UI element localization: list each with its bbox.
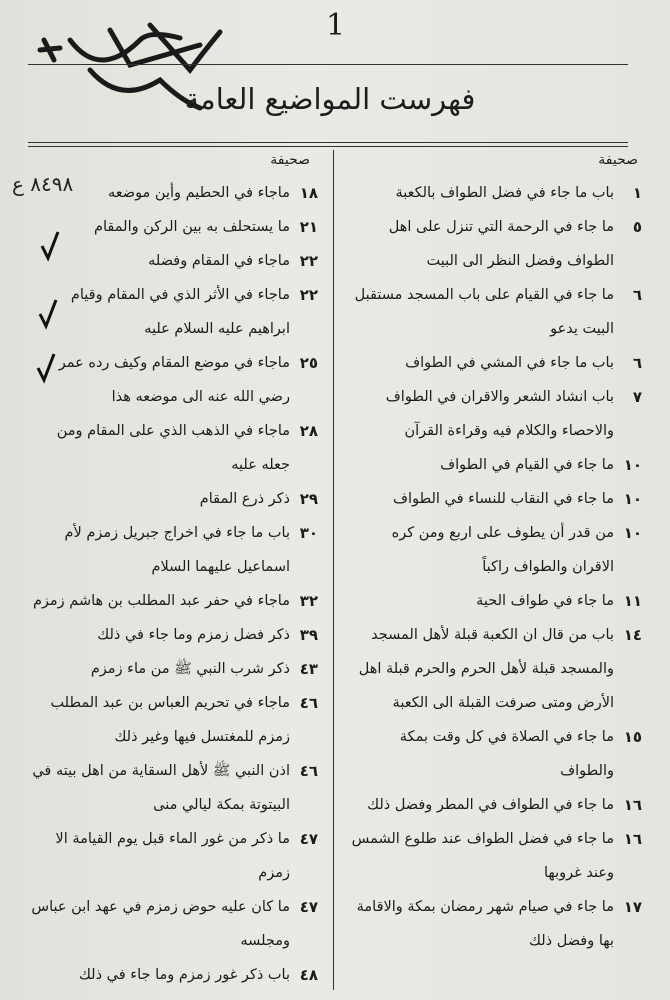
page-column-header: صحيفة	[270, 152, 310, 168]
toc-entry-title: ما جاء في فضل الطواف عند طلوع الشمس وعند غروبها	[351, 831, 614, 881]
toc-entry-title: ماجاء في الأثر الذي في المقام وقيام ابراهيم عليه السلام عليه	[70, 287, 290, 337]
toc-entry-page: ٢٨	[299, 422, 318, 440]
toc-entry	[26, 958, 318, 992]
toc-entry-page: ٤٣	[299, 660, 318, 678]
toc-entry	[26, 210, 318, 244]
toc-entry-title: ما جاء في القيام على باب المسجد مستقبل البيت يدعو	[354, 287, 614, 337]
toc-entry-title: ما ذكر من غور الماء قبل يوم القيامة الا زمزم	[55, 831, 290, 881]
toc-entry-title: باب ما جاء في اخراج جبريل زمزم لأم اسماعيل عليهما السلام	[64, 525, 290, 575]
toc-entry	[26, 754, 318, 822]
toc-entry-title: ما جاء في طواف الحية	[476, 593, 614, 609]
toc-entry-title: ما جاء في النقاب للنساء في الطواف	[393, 491, 614, 507]
toc-entry-page: ٢١	[299, 218, 318, 236]
toc-entry-page: ١١	[623, 592, 642, 610]
toc-entry	[350, 210, 642, 278]
toc-entry	[350, 618, 642, 720]
toc-entry-page: ١٧	[623, 898, 642, 916]
toc-entry-title: اذن النبي ﷺ لأهل السقاية من اهل بيته في البيتوتة بمكة ليالي منى	[32, 763, 290, 813]
toc-entry	[26, 890, 318, 958]
toc-entry-page: ٧	[632, 388, 642, 406]
toc-entry	[350, 584, 642, 618]
toc-entry-title: ما جاء في الطواف في المطر وفضل ذلك	[367, 797, 614, 813]
toc-entry-title: ما جاء في صيام شهر رمضان بمكة والاقامة بها وفضل ذلك	[356, 899, 614, 949]
toc-entry	[26, 414, 318, 482]
toc-entry-page: ٢٩	[299, 490, 318, 508]
toc-entry	[350, 822, 642, 890]
toc-entry	[26, 176, 318, 210]
header-rule	[28, 64, 628, 65]
toc-entry-page: ١٠	[623, 524, 642, 542]
toc-entry-title: ماجاء في الذهب الذي على المقام ومن جعله عليه	[56, 423, 290, 473]
toc-entry-title: ما يستحلف به بين الركن والمقام	[94, 219, 290, 235]
toc-entry-page: ٢٥	[299, 354, 318, 372]
toc-entry-title: باب ذكر غور زمزم وما جاء في ذلك	[78, 967, 290, 983]
toc-entry	[26, 686, 318, 754]
title-rule	[28, 142, 628, 143]
toc-entry-page: ٣٠	[299, 524, 318, 542]
toc-entry	[26, 482, 318, 516]
toc-entry	[350, 516, 642, 584]
toc-column-right	[350, 176, 642, 958]
toc-entry-page: ١٦	[623, 830, 642, 848]
toc-entry-page: ٣٢	[299, 592, 318, 610]
toc-entry	[26, 584, 318, 618]
toc-entry-title: باب من قال ان الكعبة قبلة لأهل المسجد والمسجد قبلة لأهل الحرم والحرم قبلة اهل الأرض ومتى صرفت القبلة الى الكعبة	[358, 627, 614, 711]
toc-entry	[26, 278, 318, 346]
toc-entry-page: ٤٧	[299, 898, 318, 916]
toc-entry	[350, 890, 642, 958]
toc-entry-title: باب انشاد الشعر والاقران في الطواف والاحصاء والكلام فيه وقراءة القرآن	[385, 389, 614, 439]
toc-entry-title: من قدر أن يطوف على اربع ومن كره الاقران والطواف راكباً	[391, 525, 614, 575]
column-divider	[333, 150, 334, 990]
toc-entry	[26, 516, 318, 584]
toc-column-left	[26, 176, 318, 992]
toc-entry-title: ماجاء في حفر عبد المطلب بن هاشم زمزم	[32, 593, 290, 609]
toc-entry-page: ٤٨	[299, 966, 318, 984]
toc-entry	[26, 652, 318, 686]
toc-entry-page: ١٥	[623, 728, 642, 746]
toc-entry-title: ما جاء في القيام في الطواف	[440, 457, 614, 473]
toc-entry-page: ٢٢	[299, 252, 318, 270]
title-rule-double	[28, 146, 628, 147]
toc-entry	[350, 346, 642, 380]
toc-entry	[350, 482, 642, 516]
toc-entry-title: ما جاء في الرحمة التي تنزل على اهل الطواف وفضل النظر الى البيت	[388, 219, 614, 269]
toc-entry-page: ٢٢	[299, 286, 318, 304]
toc-entry-title: ذكر ذرع المقام	[199, 491, 290, 507]
toc-entry	[350, 788, 642, 822]
toc-entry	[26, 244, 318, 278]
toc-entry	[26, 618, 318, 652]
handwritten-note: ٨٤٩٨ ع	[12, 172, 74, 196]
toc-entry-title: ذكر شرب النبي ﷺ من ماء زمزم	[90, 661, 290, 677]
page-title: فهرست المواضيع العامة	[184, 82, 476, 116]
toc-entry-title: ماجاء في موضع المقام وكيف رده عمر رضي الله عنه الى موضعه هذا	[58, 355, 290, 405]
toc-entry	[350, 380, 642, 448]
toc-entry-page: ٦	[632, 286, 642, 304]
page-number: 1	[326, 8, 346, 43]
toc-entry-page: ٦	[632, 354, 642, 372]
toc-entry-page: ٤٦	[299, 694, 318, 712]
toc-entry-title: باب ما جاء في فضل الطواف بالكعبة	[395, 185, 614, 201]
toc-entry	[26, 822, 318, 890]
toc-entry-page: ١٠	[623, 490, 642, 508]
toc-entry-title: ماجاء في تحريم العباس بن عبد المطلب زمزم للمغتسل فيها وغير ذلك	[50, 695, 290, 745]
toc-entry-title: ماجاء في الحطيم وأين موضعه	[107, 185, 290, 201]
toc-entry-page: ٤٧	[299, 830, 318, 848]
toc-entry-title: ماجاء في المقام وفضله	[148, 253, 290, 269]
toc-entry-page: ٣٩	[299, 626, 318, 644]
toc-entry-page: ١٤	[623, 626, 642, 644]
toc-entry-page: ٤٦	[299, 762, 318, 780]
toc-entry	[350, 176, 642, 210]
toc-entry-title: ذكر فضل زمزم وما جاء في ذلك	[97, 627, 290, 643]
toc-entry	[350, 720, 642, 788]
toc-entry-page: ١	[632, 184, 642, 202]
toc-entry-title: باب ما جاء في المشي في الطواف	[405, 355, 614, 371]
toc-entry-page: ١٦	[623, 796, 642, 814]
toc-entry-page: ١٠	[623, 456, 642, 474]
toc-entry-page: ٥	[632, 218, 642, 236]
toc-entry-title: ما كان عليه حوض زمزم في عهد ابن عباس ومجلسه	[31, 899, 290, 949]
toc-entry	[350, 278, 642, 346]
toc-entry-title: ما جاء في الصلاة في كل وقت بمكة والطواف	[399, 729, 614, 779]
toc-entry	[350, 448, 642, 482]
toc-entry	[26, 346, 318, 414]
page-column-header: صحيفة	[598, 152, 638, 168]
toc-entry-page: ١٨	[299, 184, 318, 202]
